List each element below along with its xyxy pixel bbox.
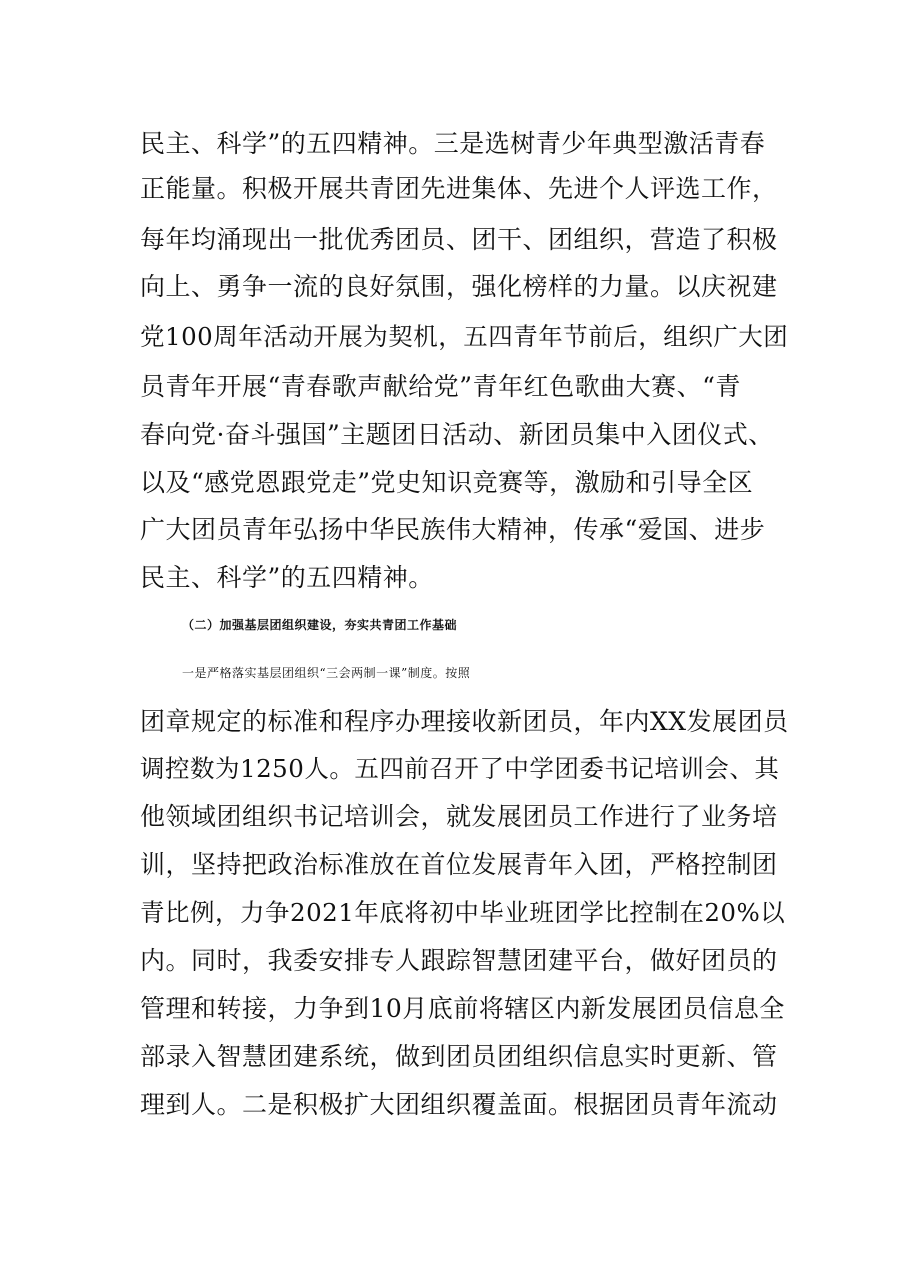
- text-line-17: 青比例，力争2021年底将初中毕业班团学比控制在20%以: [140, 898, 786, 927]
- text-line-1: 民主、科学”的五四精神。三是选树青少年典型激活青春: [140, 129, 766, 158]
- text-line-2: 正能量。积极开展共青团先进集体、先进个人评选工作，: [140, 174, 778, 203]
- section-heading: （二）加强基层团组织建设，夯实共青团工作基础: [182, 618, 458, 632]
- text-line-21: 理到人。二是积极扩大团组织覆盖面。根据团员青年流动: [140, 1090, 778, 1119]
- text-line-20: 部录入智慧团建系统，做到团员团组织信息实时更新、管: [140, 1042, 778, 1071]
- text-line-3: 每年均涌现出一批优秀团员、团干、团组织，营造了积极: [140, 225, 778, 254]
- text-line-19: 管理和转接，力争到10月底前将辖区内新发展团员信息全: [140, 994, 785, 1023]
- text-line-16: 训，坚持把政治标准放在首位发展青年入团，严格控制团: [140, 850, 778, 879]
- text-line-5: 党100周年活动开展为契机，五四青年节前后，组织广大团: [140, 322, 789, 351]
- text-line-15: 他领域团组织书记培训会，就发展团员工作进行了业务培: [140, 802, 778, 831]
- text-line-9: 广大团员青年弘扬中华民族伟大精神，传承“爱国、进步: [140, 515, 766, 544]
- text-line-18: 内。同时，我委安排专人跟踪智慧团建平台，做好团员的: [140, 946, 778, 975]
- text-line-13: 团章规定的标准和程序办理接收新团员，年内XX发展团员: [140, 707, 789, 736]
- text-line-7: 春向党·奋斗强国”主题团日活动、新团员集中入团仪式、: [140, 420, 774, 449]
- text-line-12: 一是严格落实基层团组织“三会两制一课”制度。按照: [182, 666, 471, 680]
- text-line-14: 调控数为1250人。五四前召开了中学团委书记培训会、其: [140, 754, 780, 783]
- text-line-6: 员青年开展“青春歌声献给党”青年红色歌曲大赛、“青: [140, 372, 741, 401]
- text-line-8: 以及“感党恩跟党走”党史知识竞赛等，激励和引导全区: [140, 468, 754, 497]
- text-line-4: 向上、勇争一流的良好氛围，强化榜样的力量。以庆祝建: [140, 272, 778, 301]
- text-line-10: 民主、科学”的五四精神。: [140, 563, 434, 592]
